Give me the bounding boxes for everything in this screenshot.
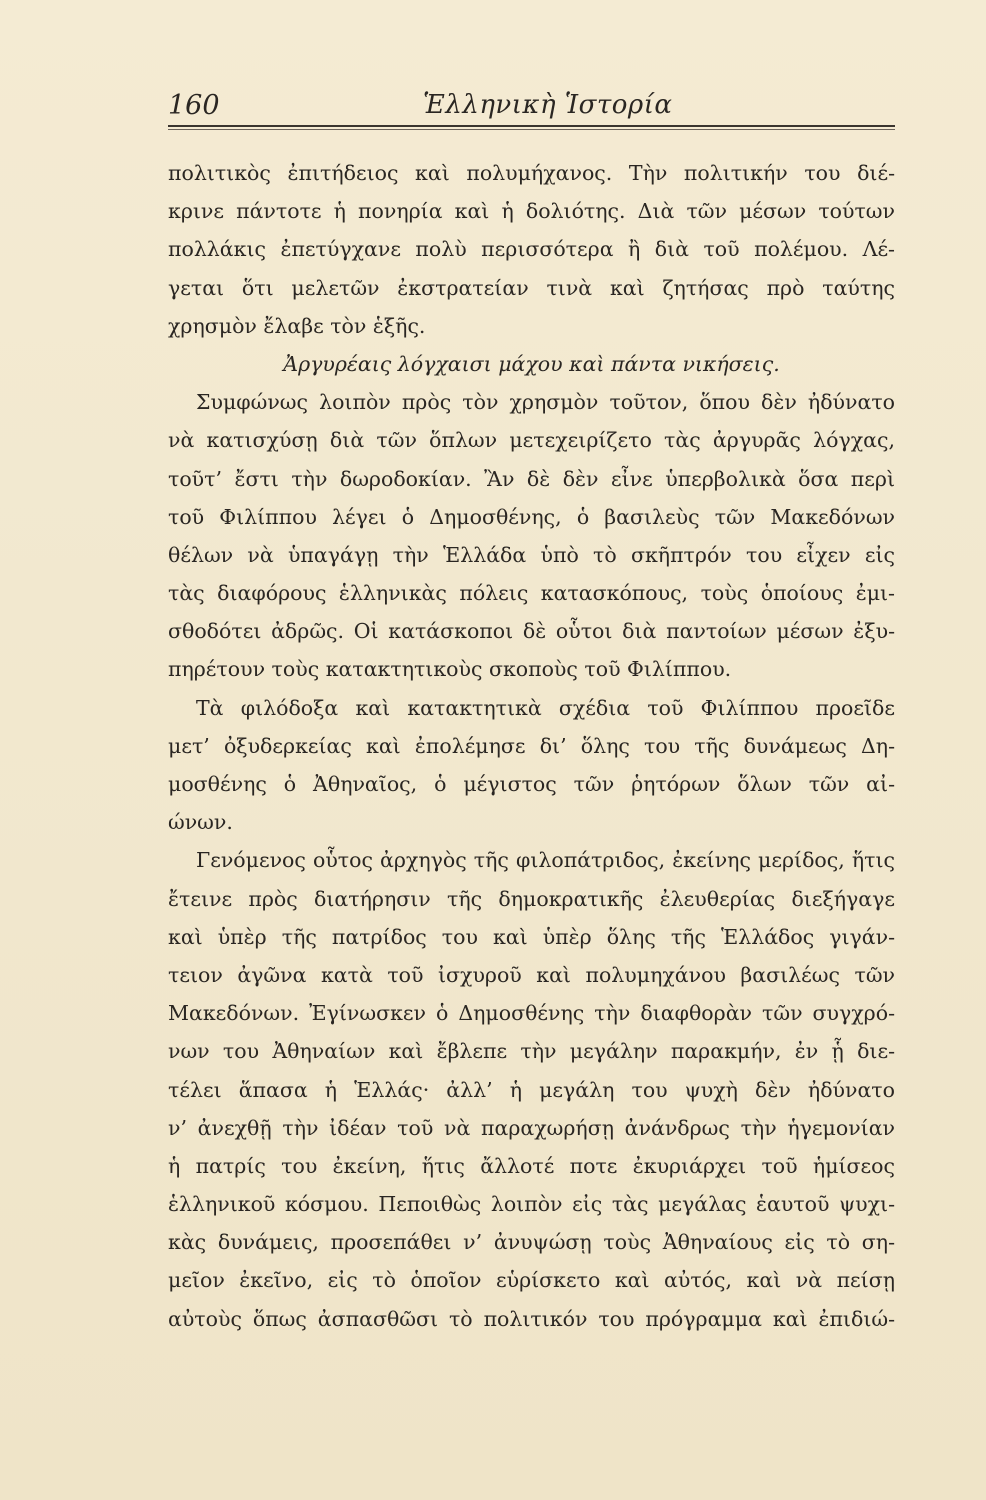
text-line: χρησμὸν ἔλαβε τὸν ἑξῆς. xyxy=(168,313,426,338)
text-line: κρινε πάντοτε ἡ πονηρία καὶ ἡ δολιότης. Διὰ τῶν μέσων τούτων xyxy=(168,199,895,224)
text-line: θέλων νὰ ὑπαγάγῃ τὴν Ἑλλάδα ὑπὸ τὸ σκῆπτρόν του εἶχεν εἰς xyxy=(168,542,895,567)
page-header xyxy=(168,86,895,126)
text-line: μετ’ ὀξυδερκείας καὶ ἐπολέμησε δι’ ὅλης του τῆς δυνάμεως Δη- xyxy=(168,733,895,758)
text-line: αὐτοὺς ὅπως ἀσπασθῶσι τὸ πολιτικόν του πρόγραμμα καὶ ἐπιδιώ- xyxy=(168,1306,895,1331)
text-line: ν’ ἀνεχθῇ τὴν ἰδέαν τοῦ νὰ παραχωρήσῃ ἀνάνδρως τὴν ἡγεμονίαν xyxy=(168,1115,895,1140)
text-line: ἔτεινε πρὸς διατήρησιν τῆς δημοκρατικῆς ἐλευθερίας διεξήγαγε xyxy=(168,886,895,911)
text-line: πηρέτουν τοὺς κατακτητικοὺς σκοποὺς τοῦ Φιλίππου. xyxy=(168,657,732,682)
text-line: κὰς δυνάμεις, προσεπάθει ν’ ἀνυψώσῃ τοὺς Ἀθηναίους εἰς τὸ ση- xyxy=(168,1230,895,1255)
text-line: πολιτικὸς ἐπιτήδειος καὶ πολυμήχανος. Τὴν πολιτικήν του διέ- xyxy=(168,161,895,185)
text-line: τοῦ Φιλίππου λέγει ὁ Δημοσθένης, ὁ βασιλεὺς τῶν Μακεδόνων xyxy=(168,504,895,529)
text-line: τοῦτ’ ἔστι τὴν δωροδοκίαν. Ἂν δὲ δὲν εἶνε ὑπερβολικὰ ὅσα περὶ xyxy=(168,466,895,491)
text-line: μεῖον ἐκεῖνο, εἰς τὸ ὁποῖον εὑρίσκετο καὶ αὐτός, καὶ νὰ πείσῃ xyxy=(168,1268,895,1293)
body-text xyxy=(168,154,895,1338)
text-line: καὶ ὑπὲρ τῆς πατρίδος του καὶ ὑπὲρ ὅλης τῆς Ἑλλάδος γιγάν- xyxy=(168,924,895,949)
text-line: γεται ὅτι μελετῶν ἐκστρατείαν τινὰ καὶ ζητήσας πρὸ ταύτης xyxy=(168,275,895,300)
text-line: ἡ πατρίς του ἐκείνη, ἥτις ἄλλοτέ ποτε ἐκυριάρχει τοῦ ἡμίσεος xyxy=(168,1153,895,1178)
text-line: νων του Ἀθηναίων καὶ ἔβλεπε τὴν μεγάλην παρακμήν, ἐν ᾗ διε- xyxy=(168,1039,895,1064)
text-line: πολλάκις ἐπετύγχανε πολὺ περισσότερα ἢ διὰ τοῦ πολέμου. Λέ- xyxy=(168,237,895,262)
text-line: νὰ κατισχύσῃ διὰ τῶν ὅπλων μετεχειρίζετο τὰς ἀργυρᾶς λόγχας, xyxy=(168,428,895,453)
text-line: ώνων. xyxy=(168,810,233,835)
header-rule xyxy=(168,125,895,127)
text-line: ἑλληνικοῦ κόσμου. Πεποιθὼς λοιπὸν εἰς τὰς μεγάλας ἑαυτοῦ ψυχι- xyxy=(168,1192,895,1217)
text-line: Γενόμενος οὗτος ἀρχηγὸς τῆς φιλοπάτριδος, ἐκείνης μερίδος, ἥτις xyxy=(196,848,895,873)
text-line: τὰς διαφόρους ἑλληνικὰς πόλεις κατασκόπους, τοὺς ὁποίους ἐμι- xyxy=(168,581,895,606)
text-line: σθοδότει ἀδρῶς. Οἱ κατάσκοποι δὲ οὗτοι διὰ παντοίων μέσων ἐξυ- xyxy=(168,619,895,644)
text-line: Μακεδόνων. Ἐγίνωσκεν ὁ Δημοσθένης τὴν διαφθορὰν τῶν συγχρό- xyxy=(168,1001,895,1026)
text-line: τειον ἀγῶνα κατὰ τοῦ ἰσχυροῦ καὶ πολυμηχάνου βασιλέως τῶν xyxy=(168,962,895,987)
running-title: Ἑλληνικὴ Ἱστορία xyxy=(423,90,673,120)
header-rule-thin xyxy=(168,129,895,130)
page-number: 160 xyxy=(168,90,220,121)
text-line: Συμφώνως λοιπὸν πρὸς τὸν χρησμὸν τοῦτον, ὅπου δὲν ἠδύνατο xyxy=(196,390,895,415)
text-line: τέλει ἅπασα ἡ Ἑλλάς· ἀλλ’ ἡ μεγάλη του ψυχὴ δὲν ἠδύνατο xyxy=(168,1077,895,1102)
oracle-quote: Ἀργυρέαις λόγχαισι μάχου καὶ πάντα νικήσεις. xyxy=(283,351,780,376)
text-line: μοσθένης ὁ Ἀθηναῖος, ὁ μέγιστος τῶν ῥητόρων ὅλων τῶν αἰ- xyxy=(168,772,895,796)
text-line: Τὰ φιλόδοξα καὶ κατακτητικὰ σχέδια τοῦ Φιλίππου προεῖδε xyxy=(196,695,895,720)
